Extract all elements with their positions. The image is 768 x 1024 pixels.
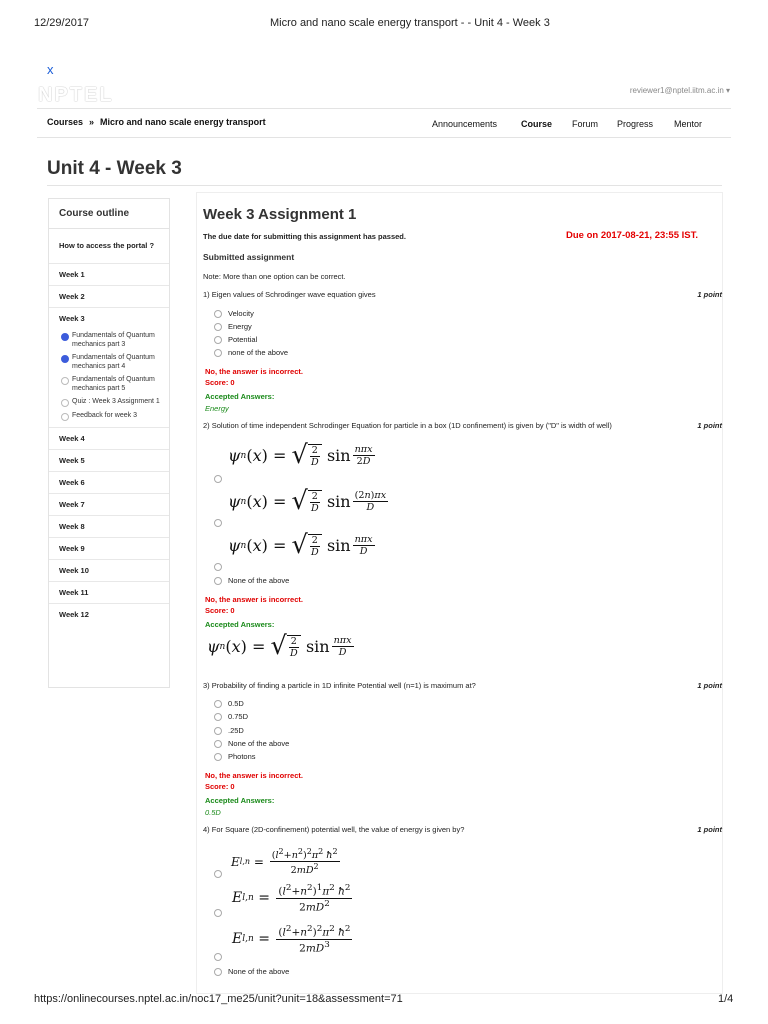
incorrect-message: No, the answer is incorrect. — [205, 595, 303, 604]
q3-result — [205, 770, 303, 792]
divider — [37, 137, 731, 138]
breadcrumb — [47, 117, 266, 127]
q3-option[interactable] — [214, 699, 244, 708]
sidebar-item-week-1[interactable]: Week 1 — [49, 264, 169, 286]
radio-icon — [214, 740, 222, 748]
sidebar-subitem-label: Quiz : Week 3 Assignment 1 — [72, 398, 160, 405]
sidebar-item-week-4[interactable]: Week 4 — [49, 428, 169, 450]
option-label: Velocity — [228, 309, 254, 318]
nav-forum[interactable]: Forum — [572, 119, 599, 129]
accepted-answer-value: 0.5D — [205, 808, 221, 817]
score: Score: 0 — [205, 378, 235, 387]
radio-icon — [214, 700, 222, 708]
score: Score: 0 — [205, 606, 235, 615]
submitted-heading: Submitted assignment — [203, 252, 295, 262]
due-date: Due on 2017-08-21, 23:55 IST. — [566, 230, 699, 241]
accepted-answers-label: Accepted Answers: — [205, 392, 275, 401]
q2-formula-b: ψ n ( x ) = √ $\frac{2}{D}$ sin $\frac{(2n)\pi x}{D}$ — [228, 486, 387, 516]
q2-radio-a[interactable] — [214, 475, 222, 483]
completed-dot-icon — [61, 355, 69, 363]
accepted-answers-label: Accepted Answers: — [205, 620, 275, 629]
note-text: Note: More than one option can be correct. — [203, 272, 346, 281]
q2-radio-c[interactable] — [214, 563, 222, 571]
incorrect-message: No, the answer is incorrect. — [205, 367, 303, 376]
question-1-points: 1 point — [697, 290, 722, 299]
option-label: Potential — [228, 335, 258, 344]
q1-option[interactable] — [214, 348, 288, 357]
user-menu[interactable]: reviewer1@nptel.iitm.ac.in ▾ — [629, 86, 730, 95]
q2-radio-b[interactable] — [214, 519, 222, 527]
question-3-points: 1 point — [697, 681, 722, 690]
sidebar-item-week-5[interactable]: Week 5 — [49, 450, 169, 472]
score: Score: 0 — [205, 782, 235, 791]
radio-icon — [214, 753, 222, 761]
q1-option[interactable] — [214, 309, 254, 318]
completed-dot-icon — [61, 333, 69, 341]
breadcrumb-course[interactable]: Micro and nano scale energy transport — [100, 117, 266, 127]
sidebar-heading: Course outline — [49, 199, 169, 229]
option-label: None of the above — [228, 967, 290, 976]
sidebar-subitem[interactable] — [49, 351, 169, 373]
q4-radio-b[interactable] — [214, 909, 222, 917]
empty-dot-icon — [61, 413, 69, 421]
sidebar-subitem-label: Fundamentals of Quantum mechanics part 3 — [72, 332, 155, 348]
q4-option-none[interactable] — [214, 967, 289, 976]
option-label: 0.75D — [228, 712, 249, 721]
option-label: Photons — [228, 752, 256, 761]
nav-progress[interactable]: Progress — [617, 119, 654, 129]
empty-dot-icon — [61, 377, 69, 385]
q2-accepted-formula: ψ n ( x ) = √ $\frac{2}{D}$ sin $\frac{\text{nπx}}{D}$ — [207, 631, 352, 661]
divider — [47, 185, 722, 186]
sidebar-item-week-10[interactable]: Week 10 — [49, 560, 169, 582]
option-label: None of the above — [228, 576, 290, 585]
option-label: .25D — [228, 726, 244, 735]
option-label: none of the above — [228, 348, 289, 357]
sidebar-item-portal[interactable]: How to access the portal ? — [49, 229, 169, 264]
question-2-points: 1 point — [697, 421, 722, 430]
q4-formula-c: E l,n = $\frac{(l^2+n^2)^2\pi^2 ħ^2}{2mD^3}$ — [232, 924, 351, 954]
sidebar-subitem[interactable] — [49, 373, 169, 395]
sidebar-item-week-2[interactable]: Week 2 — [49, 286, 169, 308]
q3-option[interactable] — [214, 739, 289, 748]
option-label: 0.5D — [228, 699, 244, 708]
radio-icon — [214, 577, 222, 585]
sidebar-subitem-label: Fundamentals of Quantum mechanics part 5 — [72, 376, 155, 392]
radio-icon — [214, 349, 222, 357]
option-label: Energy — [228, 322, 252, 331]
page-title: Unit 4 - Week 3 — [47, 158, 182, 179]
sidebar-item-week-11[interactable]: Week 11 — [49, 582, 169, 604]
sidebar-subitem-label: Fundamentals of Quantum mechanics part 4 — [72, 354, 155, 370]
accepted-answer-value: Energy — [205, 404, 229, 413]
course-outline-sidebar — [48, 198, 170, 688]
sidebar-item-week-6[interactable]: Week 6 — [49, 472, 169, 494]
q3-option[interactable] — [214, 712, 248, 721]
close-link[interactable]: x — [47, 62, 54, 77]
question-1-text: 1) Eigen values of Schrodinger wave equation gives — [203, 290, 376, 299]
radio-icon — [214, 323, 222, 331]
nav-announcements[interactable]: Announcements — [432, 119, 498, 129]
radio-icon — [214, 713, 222, 721]
breadcrumb-courses[interactable]: Courses — [47, 117, 84, 127]
print-page: 1/4 — [718, 993, 734, 1005]
empty-dot-icon — [61, 399, 69, 407]
q3-option[interactable] — [214, 752, 256, 761]
breadcrumb-separator: » — [89, 117, 95, 127]
q1-option[interactable] — [214, 322, 252, 331]
q2-option-none[interactable] — [214, 576, 289, 585]
sidebar-week-3-group — [49, 308, 169, 428]
divider — [37, 108, 731, 109]
question-4-text: 4) For Square (2D-confinement) potential well, the value of energy is given by? — [203, 825, 465, 834]
q1-option[interactable] — [214, 335, 257, 344]
due-passed-notice: The due date for submitting this assignment has passed. — [203, 232, 406, 241]
print-url: https://onlinecourses.nptel.ac.in/noc17_me25/unit?unit=18&assessment=71 — [34, 993, 403, 1005]
q2-formula-a: ψ n ( x ) = √ $\frac{2}{D}$ sin $\frac{\text{nπx}}{2D}$ — [228, 440, 373, 470]
sidebar-item-week-8[interactable]: Week 8 — [49, 516, 169, 538]
q3-option[interactable] — [214, 726, 244, 735]
q4-formula-a: E l,n = $\frac{(l^2+n^2)^2\pi^2 ħ^2}{2mD^2}$ — [231, 847, 338, 877]
sidebar-subitem-label: Feedback for week 3 — [72, 412, 137, 419]
q4-radio-a[interactable] — [214, 870, 222, 878]
sidebar-subitem[interactable] — [49, 395, 169, 409]
q2-result — [205, 594, 303, 616]
radio-icon — [214, 336, 222, 344]
q4-formula-b: E l,n = $\frac{(l^2+n^2)^1\pi^2 ħ^2}{2mD^2}$ — [232, 883, 351, 913]
q4-radio-c[interactable] — [214, 953, 222, 961]
accepted-answers-label: Accepted Answers: — [205, 796, 275, 805]
assignment-title: Week 3 Assignment 1 — [203, 206, 357, 223]
question-3-text: 3) Probability of finding a particle in 1D infinite Potential well (n=1) is maximum at? — [203, 681, 476, 690]
print-title: Micro and nano scale energy transport - - Unit 4 - Week 3 — [270, 17, 550, 29]
sidebar-subitem[interactable] — [49, 329, 169, 351]
option-label: None of the above — [228, 739, 290, 748]
nav-mentor[interactable]: Mentor — [674, 119, 703, 129]
q1-result — [205, 366, 303, 388]
nptel-logo: NPTEL — [38, 84, 114, 106]
radio-icon — [214, 968, 222, 976]
sidebar-item-week-12[interactable]: Week 12 — [59, 610, 89, 619]
question-2-text: 2) Solution of time independent Schrodinger Equation for particle in a box (1D confinement) is given by ("D" is width of well) — [203, 421, 612, 430]
question-4-points: 1 point — [697, 825, 722, 834]
sidebar-subitem[interactable] — [49, 409, 169, 423]
print-date: 12/29/2017 — [34, 17, 90, 29]
nav-course[interactable]: Course — [521, 119, 553, 129]
sidebar-item-week-3[interactable]: Week 3 — [59, 314, 85, 323]
radio-icon — [214, 310, 222, 318]
incorrect-message: No, the answer is incorrect. — [205, 771, 303, 780]
sidebar-item-week-9[interactable]: Week 9 — [49, 538, 169, 560]
radio-icon — [214, 727, 222, 735]
q2-formula-c: ψ n ( x ) = √ $\frac{2}{D}$ sin $\frac{\text{nπx}}{D}$ — [228, 530, 373, 560]
sidebar-item-week-7[interactable]: Week 7 — [49, 494, 169, 516]
